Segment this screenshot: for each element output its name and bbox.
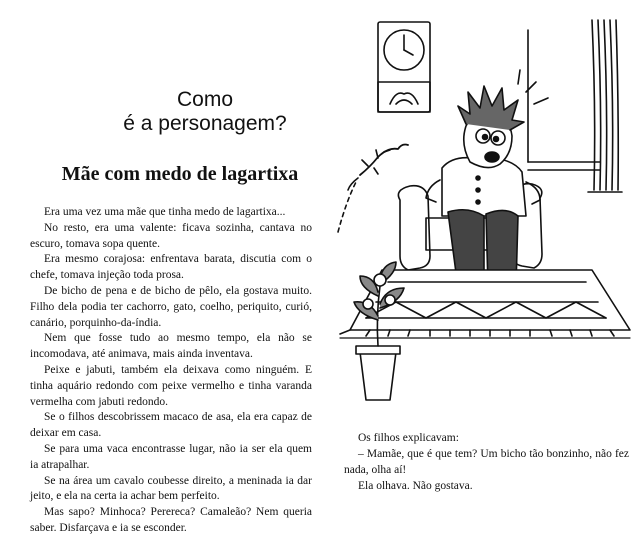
- story-body-right: [344, 430, 629, 494]
- curtain-icon: [588, 20, 622, 192]
- paragraph: Se para uma vaca encontrasse lugar, não ia ser ela quem ia atrapalhar.: [30, 442, 312, 471]
- paragraph: Peixe e jabuti, também ela deixava como ninguém. E tinha aquário redondo com peixe vermelho e tinha varanda vermelha com jabuti redondo.: [30, 363, 312, 408]
- paragraph: Ela olhava. Não gostava.: [358, 480, 473, 492]
- heading-line-2: é a personagem?: [123, 112, 287, 135]
- wall-clock-icon: [378, 22, 430, 112]
- section-heading: [120, 88, 290, 136]
- paragraph: Se o filhos descobrissem macaco de asa, ela era capaz de deixar em casa.: [30, 411, 312, 440]
- story-body-left: [30, 205, 312, 537]
- paragraph: Nem que fosse tudo ao mesmo tempo, ela não se incomodava, até animava, mais ainda inventava.: [30, 332, 312, 361]
- woman-icon: [426, 70, 548, 290]
- lizard-icon: [348, 145, 408, 191]
- paragraph: Os filhos explicavam:: [358, 432, 459, 444]
- paragraph: Era uma vez uma mãe que tinha medo de lagartixa...: [44, 206, 286, 218]
- paragraph: Era mesmo corajosa: enfrentava barata, discutia com o chefe, tomava injeção toda prosa.: [30, 253, 312, 282]
- paragraph: – Mamãe, que é que tem? Um bicho tão bonzinho, não fez nada, olha aí!: [344, 448, 629, 476]
- story-title: Mãe com medo de lagartixa: [61, 163, 299, 185]
- paragraph: Se na área um cavalo coubesse direito, a meninada ia dar jeito, e ela na certa ia achar bem perfeito.: [30, 474, 312, 503]
- paragraph: No resto, era uma valente: ficava sozinha, cantava no escuro, tomava sopa quente.: [30, 221, 312, 250]
- paragraph: De bicho de pena e de bicho de pêlo, ela gostava muito. Filho dela podia ter cachorro, gato, coelho, periquito, curió, canário, porquinho-da-índia.: [30, 284, 312, 329]
- mother-lizard-illustration: [330, 0, 635, 420]
- paragraph: Mas sapo? Minhoca? Perereca? Camaleão? Nem queria saber. Disfarçava e ia se esconder.: [30, 506, 312, 534]
- heading-line-1: Como: [176, 88, 234, 111]
